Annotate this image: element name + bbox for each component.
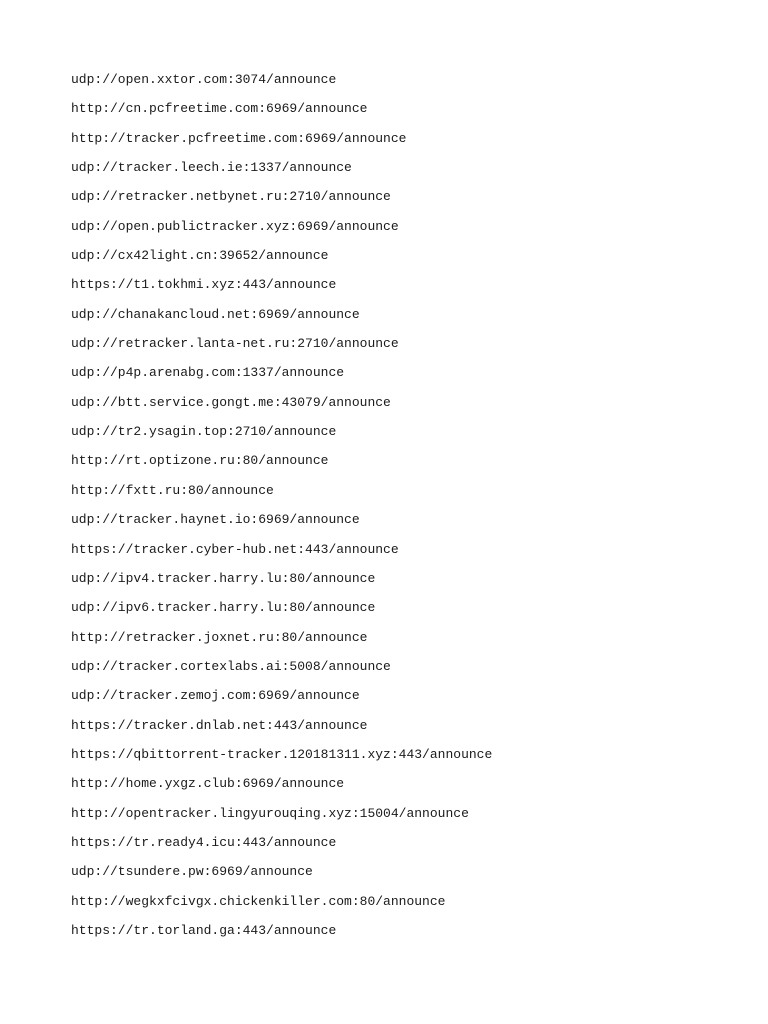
- tracker-line: http://opentracker.lingyurouqing.xyz:15004/announce: [71, 805, 469, 821]
- tracker-line: udp://ipv6.tracker.harry.lu:80/announce: [71, 600, 376, 616]
- tracker-list: [71, 70, 492, 950]
- tracker-line: udp://open.xxtor.com:3074/announce: [71, 72, 337, 87]
- tracker-line: https://tr.torland.ga:443/announce: [71, 922, 337, 938]
- tracker-line: http://rt.optizone.ru:80/announce: [71, 453, 329, 469]
- tracker-line: udp://tracker.leech.ie:1337/announce: [71, 160, 352, 176]
- tracker-line: http://wegkxfcivgx.chickenkiller.com:80/announce: [71, 893, 446, 909]
- tracker-line: https://tr.ready4.icu:443/announce: [71, 834, 337, 850]
- tracker-line: https://t1.tokhmi.xyz:443/announce: [71, 277, 337, 293]
- tracker-line: udp://btt.service.gongt.me:43079/announce: [71, 394, 391, 410]
- tracker-line: http://fxtt.ru:80/announce: [71, 482, 274, 498]
- tracker-line: udp://tracker.haynet.io:6969/announce: [71, 512, 360, 528]
- tracker-line: udp://tracker.zemoj.com:6969/announce: [71, 688, 360, 704]
- tracker-line: udp://p4p.arenabg.com:1337/announce: [71, 365, 345, 381]
- tracker-line: udp://tracker.cortexlabs.ai:5008/announce: [71, 658, 391, 674]
- tracker-line: udp://cx42light.cn:39652/announce: [71, 248, 329, 264]
- tracker-line: https://tracker.dnlab.net:443/announce: [71, 717, 368, 733]
- tracker-line: udp://tr2.ysagin.top:2710/announce: [71, 424, 337, 440]
- tracker-line: udp://chanakancloud.net:6969/announce: [71, 306, 360, 322]
- tracker-line: http://tracker.pcfreetime.com:6969/announce: [71, 130, 407, 146]
- tracker-line: http://home.yxgz.club:6969/announce: [71, 776, 345, 792]
- tracker-line: http://cn.pcfreetime.com:6969/announce: [71, 101, 368, 117]
- tracker-line: udp://open.publictracker.xyz:6969/announce: [71, 218, 399, 234]
- tracker-line: https://tracker.cyber-hub.net:443/announce: [71, 541, 399, 557]
- tracker-line: udp://ipv4.tracker.harry.lu:80/announce: [71, 570, 376, 586]
- tracker-line: http://retracker.joxnet.ru:80/announce: [71, 629, 368, 645]
- tracker-line: udp://retracker.lanta-net.ru:2710/announce: [71, 336, 399, 352]
- tracker-line: udp://retracker.netbynet.ru:2710/announce: [71, 189, 391, 205]
- tracker-line: https://qbittorrent-tracker.120181311.xyz:443/announce: [71, 746, 493, 762]
- tracker-line: udp://tsundere.pw:6969/announce: [71, 864, 313, 880]
